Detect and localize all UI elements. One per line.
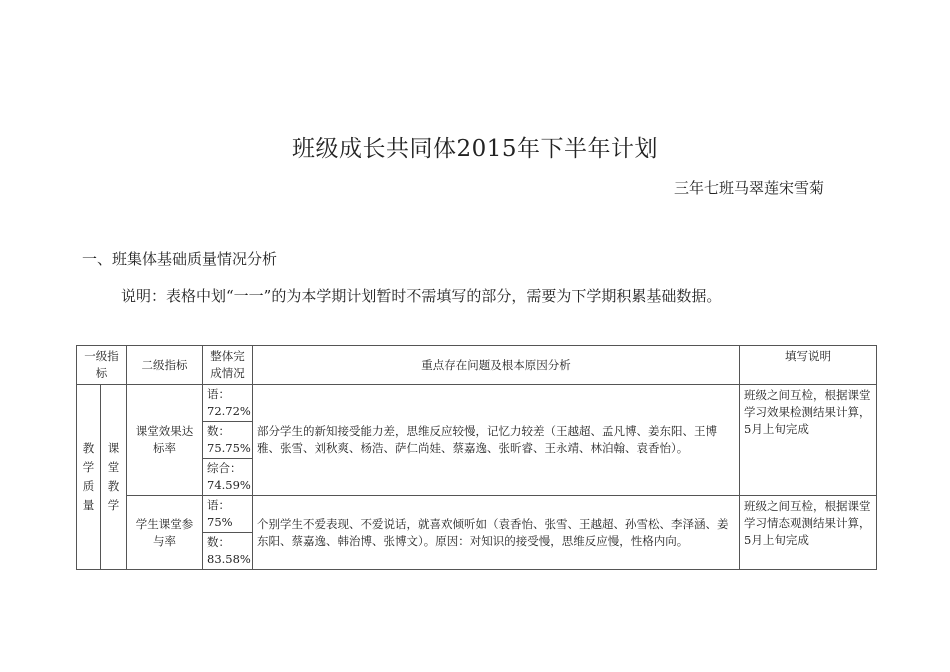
header-overall: 整体完成情况 bbox=[203, 346, 253, 385]
sub-cell: 课堂教学 bbox=[101, 385, 127, 570]
note-text: 说明：表格中划“一一”的为本学期计划暂时不需填写的部分，需要为下学期积累基础数据。 bbox=[121, 287, 722, 305]
analysis-cell: 个别学生不爱表现、不爱说话，就喜欢倾听如（袁香怡、张雪、王越超、孙雪松、李泽涵、姜东阳、蔡嘉逸、韩治博、张博文）。原因：对知识的接受慢，思维反应慢，性格内向。 bbox=[253, 496, 740, 570]
instructions-cell: 班级之间互检，根据课堂学习情态观测结果计算，5月上旬完成 bbox=[740, 496, 877, 570]
author-line: 三年七班马翠莲宋雪菊 bbox=[673, 179, 824, 197]
value-cell: 数：83.58% bbox=[203, 533, 253, 570]
quality-table bbox=[76, 345, 877, 570]
document-title: 班级成长共同体2015年下半年计划 bbox=[291, 136, 659, 162]
value-cell: 数：75.75% bbox=[203, 422, 253, 459]
level2-cell: 课堂效果达标率 bbox=[127, 385, 203, 496]
level2-cell: 学生课堂参与率 bbox=[127, 496, 203, 570]
instructions-cell: 班级之间互检，根据课堂学习效果检测结果计算，5月上旬完成 bbox=[740, 385, 877, 496]
table-header-row bbox=[77, 346, 877, 385]
header-level2: 二级指标 bbox=[127, 346, 203, 385]
header-instructions: 填写说明 bbox=[740, 346, 877, 385]
value-cell: 综合：74.59% bbox=[203, 459, 253, 496]
table-row bbox=[77, 496, 877, 533]
level1-cell: 教学质量 bbox=[77, 385, 101, 570]
header-analysis: 重点存在问题及根本原因分析 bbox=[253, 346, 740, 385]
value-cell: 语：75% bbox=[203, 496, 253, 533]
table-row bbox=[77, 385, 877, 422]
value-cell: 语：72.72% bbox=[203, 385, 253, 422]
header-level1: 一级指标 bbox=[77, 346, 127, 385]
analysis-cell: 部分学生的新知接受能力差，思维反应较慢，记忆力较差（王越超、孟凡博、姜东阳、王博雅、张雪、刘秋爽、杨浩、萨仁尚娃、蔡嘉逸、张昕睿、王永靖、林泊翰、袁香怡）。 bbox=[253, 385, 740, 496]
section-heading: 一、班集体基础质量情况分析 bbox=[82, 250, 278, 268]
